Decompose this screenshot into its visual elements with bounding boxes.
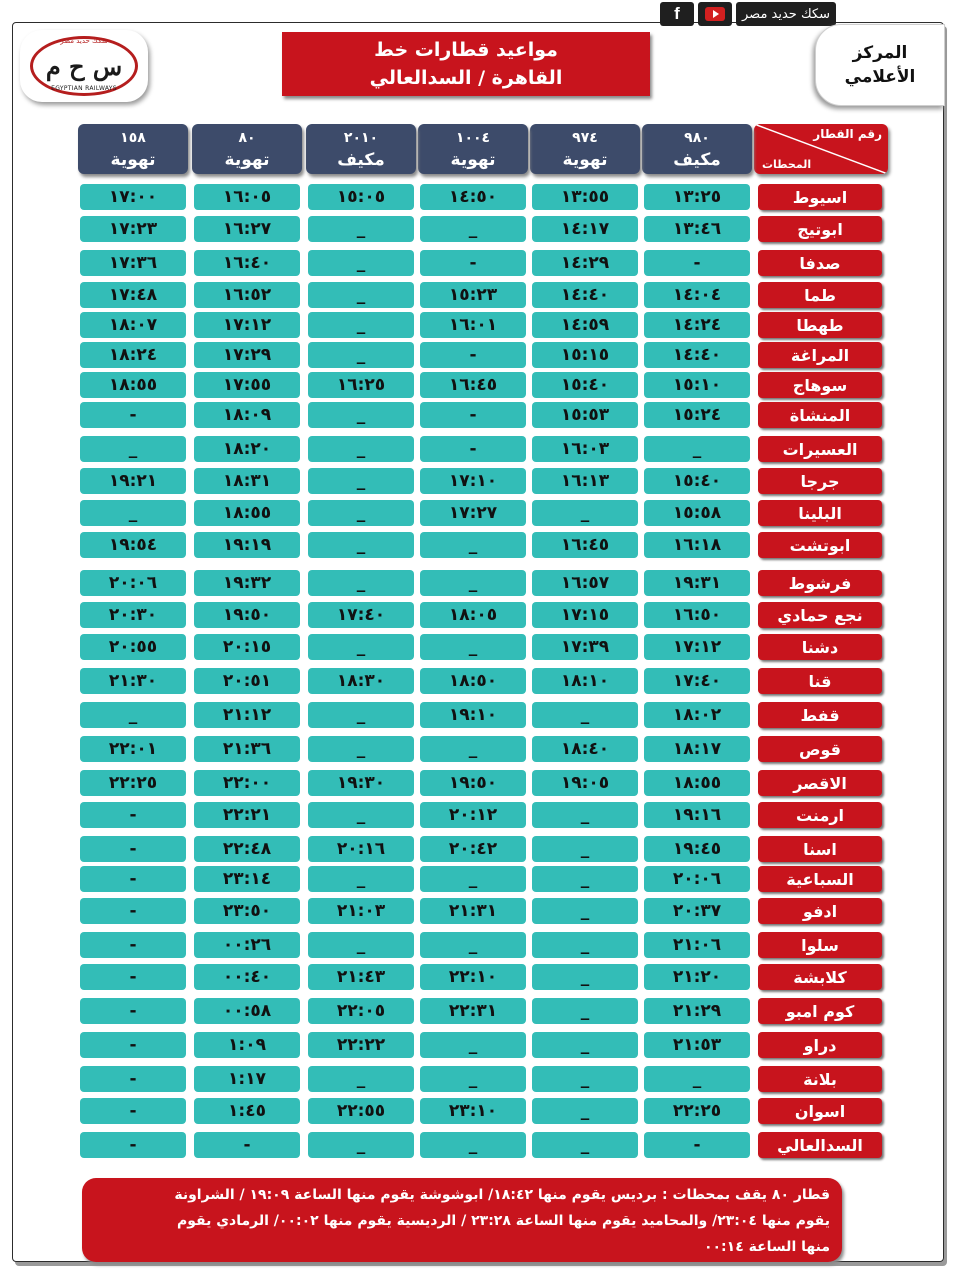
time-cell: - — [420, 436, 526, 462]
time-cell: _ — [420, 570, 526, 596]
time-cell: ٢٢:٣١ — [420, 998, 526, 1024]
time-cell: ٢٣:١٤ — [194, 866, 300, 892]
time-cell: ١٤:٢٩ — [532, 250, 638, 276]
time-cell: ١٧:٣٩ — [532, 634, 638, 660]
media-center-line-2: الأعلامي — [844, 67, 916, 87]
time-cell: ١٦:٢٧ — [194, 216, 300, 242]
time-cell: ١٧:٢٣ — [80, 216, 186, 242]
time-cell: ١٧:١٢ — [644, 634, 750, 660]
time-cell: _ — [532, 836, 638, 862]
time-cell: ٢٠:١٥ — [194, 634, 300, 660]
time-cell: - — [80, 1066, 186, 1092]
time-cell: - — [420, 250, 526, 276]
page-title — [282, 32, 650, 96]
time-cell: ١٤:٤٠ — [532, 282, 638, 308]
time-cell: ١٨:٣١ — [194, 468, 300, 494]
time-cell: ١٧:٤٠ — [308, 602, 414, 628]
time-cell: ١٩:٣٢ — [194, 570, 300, 596]
time-cell: ١:٤٥ — [194, 1098, 300, 1124]
time-cell: ١٨:٢٠ — [194, 436, 300, 462]
time-cell: ٢٢:٠٥ — [308, 998, 414, 1024]
time-cell: ١٤:٢٤ — [644, 312, 750, 338]
time-cell: _ — [308, 282, 414, 308]
time-cell: ٢٠:٠٦ — [80, 570, 186, 596]
time-cell: _ — [420, 634, 526, 660]
time-cell: ١٨:٢٤ — [80, 342, 186, 368]
logo-english-text: EGYPTIAN RAILWAYS — [51, 85, 117, 92]
station-name: نجع حمادي — [758, 602, 882, 628]
time-cell: ١٣:٥٥ — [532, 184, 638, 210]
table-row — [0, 184, 960, 210]
time-cell: _ — [80, 702, 186, 728]
time-cell: ١٥:٥٨ — [644, 500, 750, 526]
time-cell: ٢١:٥٣ — [644, 1032, 750, 1058]
time-cell: ٢٠:٣٧ — [644, 898, 750, 924]
time-cell: ٢٢:٢٢ — [308, 1032, 414, 1058]
time-cell: _ — [308, 702, 414, 728]
time-cell: _ — [80, 436, 186, 462]
time-cell: _ — [644, 1066, 750, 1092]
time-cell: _ — [308, 342, 414, 368]
time-cell: ١٩:٣١ — [644, 570, 750, 596]
station-name: اسيوط — [758, 184, 882, 210]
station-name: اسوان — [758, 1098, 882, 1124]
station-name: سلوا — [758, 932, 882, 958]
time-cell: ١:١٧ — [194, 1066, 300, 1092]
time-cell: _ — [308, 436, 414, 462]
table-row — [0, 802, 960, 828]
station-name: الاقصر — [758, 770, 882, 796]
logo-arabic-text: سكك حديد مصر — [60, 37, 108, 45]
time-cell: ١٨:١٧ — [644, 736, 750, 762]
time-cell: ١٦:٤٥ — [420, 372, 526, 398]
train-header-5 — [78, 124, 188, 174]
media-center-badge — [815, 24, 945, 106]
table-row — [0, 468, 960, 494]
station-name: كلابشة — [758, 964, 882, 990]
time-cell: _ — [532, 500, 638, 526]
train-number: ٩٧٤ — [572, 130, 598, 146]
time-cell: _ — [420, 736, 526, 762]
time-cell: _ — [420, 866, 526, 892]
station-name: بلانة — [758, 1066, 882, 1092]
train-number: ٨٠ — [238, 130, 256, 146]
table-row — [0, 342, 960, 368]
time-cell: ٢١:٠٣ — [308, 898, 414, 924]
station-name: ادفو — [758, 898, 882, 924]
time-cell: _ — [308, 634, 414, 660]
time-cell: - — [80, 998, 186, 1024]
train-type: تهوية — [562, 150, 608, 170]
time-cell: - — [80, 1132, 186, 1158]
time-cell: ١٨:٥٠ — [420, 668, 526, 694]
time-cell: ١٩:٥٠ — [194, 602, 300, 628]
time-cell: _ — [308, 866, 414, 892]
stations-header — [754, 124, 888, 174]
time-cell: - — [80, 1032, 186, 1058]
table-row — [0, 634, 960, 660]
time-cell: ١٧:٠٠ — [80, 184, 186, 210]
train-header-0 — [642, 124, 752, 174]
time-cell: _ — [80, 500, 186, 526]
time-cell: ١٦:١٣ — [532, 468, 638, 494]
table-row — [0, 1132, 960, 1158]
time-cell: _ — [308, 500, 414, 526]
time-cell: _ — [308, 570, 414, 596]
time-cell: _ — [532, 702, 638, 728]
time-cell: ١٥:٢٣ — [420, 282, 526, 308]
time-cell: ٢١:٢٩ — [644, 998, 750, 1024]
station-name: السباعية — [758, 866, 882, 892]
table-row — [0, 500, 960, 526]
time-cell: ١٩:٥٠ — [420, 770, 526, 796]
time-cell: _ — [308, 932, 414, 958]
time-cell: ٢٢:٠١ — [80, 736, 186, 762]
time-cell: ١٨:٠٩ — [194, 402, 300, 428]
time-cell: ١٧:٢٧ — [420, 500, 526, 526]
table-row — [0, 702, 960, 728]
table-row — [0, 436, 960, 462]
time-cell: ١٩:١٠ — [420, 702, 526, 728]
media-center-line-1: المركز — [852, 43, 908, 63]
time-cell: ٢١:٤٣ — [308, 964, 414, 990]
note-line-1: قطار ٨٠ يقف بمحطات : برديس يقوم منها ١٨:٤٢/ ابوشوشة يقوم منها الساعة ١٩:٠٩ / الشراونة — [174, 1187, 830, 1203]
time-cell: ٢٠:١٦ — [308, 836, 414, 862]
time-cell: ١٤:١٧ — [532, 216, 638, 242]
table-row — [0, 402, 960, 428]
time-cell: ١٨:٥٥ — [644, 770, 750, 796]
title-line-1: مواعيد قطارات خط — [374, 39, 558, 61]
time-cell: _ — [420, 216, 526, 242]
time-cell: ٢٣:١٠ — [420, 1098, 526, 1124]
time-cell: ٢٢:٢٥ — [80, 770, 186, 796]
time-cell: ١٧:١٢ — [194, 312, 300, 338]
time-cell: ١٦:٠٣ — [532, 436, 638, 462]
time-cell: ١٤:٠٤ — [644, 282, 750, 308]
table-row — [0, 602, 960, 628]
time-cell: - — [194, 1132, 300, 1158]
time-cell: ٢٢:٢١ — [194, 802, 300, 828]
time-cell: _ — [532, 866, 638, 892]
station-name: دراو — [758, 1032, 882, 1058]
time-cell: ١٨:٤٠ — [532, 736, 638, 762]
station-name: العسيرات — [758, 436, 882, 462]
time-cell: ١٩:٢١ — [80, 468, 186, 494]
table-row — [0, 836, 960, 862]
time-cell: _ — [532, 1032, 638, 1058]
time-cell: ٢٠:٠٦ — [644, 866, 750, 892]
table-row — [0, 532, 960, 558]
time-cell: - — [80, 964, 186, 990]
time-cell: - — [420, 342, 526, 368]
table-row — [0, 372, 960, 398]
station-name: ارمنت — [758, 802, 882, 828]
station-name: صدفا — [758, 250, 882, 276]
time-cell: ٢٠:١٢ — [420, 802, 526, 828]
time-cell: _ — [644, 436, 750, 462]
station-name: اسنا — [758, 836, 882, 862]
time-cell: _ — [420, 532, 526, 558]
station-name: قوص — [758, 736, 882, 762]
table-row — [0, 570, 960, 596]
time-cell: ٢١:٣١ — [420, 898, 526, 924]
social-bar — [660, 2, 836, 26]
time-cell: ١٧:١٠ — [420, 468, 526, 494]
table-row — [0, 964, 960, 990]
time-cell: _ — [532, 932, 638, 958]
table-row — [0, 998, 960, 1024]
time-cell: ٢١:٣٦ — [194, 736, 300, 762]
time-cell: _ — [308, 802, 414, 828]
time-cell: ١٨:٥٥ — [194, 500, 300, 526]
time-cell: _ — [420, 1132, 526, 1158]
station-name: طهطا — [758, 312, 882, 338]
station-name: ابوتشت — [758, 532, 882, 558]
table-row — [0, 1032, 960, 1058]
station-name: قنا — [758, 668, 882, 694]
table-row — [0, 216, 960, 242]
time-cell: ٢٢:٢٥ — [644, 1098, 750, 1124]
table-row — [0, 1066, 960, 1092]
time-cell: _ — [532, 898, 638, 924]
time-cell: ١٦:٤٥ — [532, 532, 638, 558]
time-cell: ٢٠:٣٠ — [80, 602, 186, 628]
time-cell: ١٦:٥٧ — [532, 570, 638, 596]
train-type: تهوية — [224, 150, 270, 170]
time-cell: _ — [308, 1132, 414, 1158]
time-cell: ١٦:٠١ — [420, 312, 526, 338]
time-cell: - — [80, 836, 186, 862]
time-cell: ١٧:٤٨ — [80, 282, 186, 308]
time-cell: ١٥:٤٠ — [532, 372, 638, 398]
train-number: ١٠٠٤ — [455, 130, 491, 146]
time-cell: ١٦:٠٥ — [194, 184, 300, 210]
train-type: تهوية — [450, 150, 496, 170]
time-cell: ٢٠:٥١ — [194, 668, 300, 694]
station-name: البلينا — [758, 500, 882, 526]
table-row — [0, 282, 960, 308]
time-cell: - — [644, 1132, 750, 1158]
note-line-2: يقوم منها ٢٣:٠٤/ والمحاميد يقوم منها الساعة ٢٣:٢٨ / الرديسية يقوم منها ٠٠:٠٢/ الرمادي يقوم — [176, 1213, 830, 1229]
time-cell: _ — [532, 1132, 638, 1158]
time-cell: ٢٠:٥٥ — [80, 634, 186, 660]
time-cell: ١٥:١٥ — [532, 342, 638, 368]
time-cell: _ — [308, 532, 414, 558]
time-cell: ٠٠:٢٦ — [194, 932, 300, 958]
train-number-label: رقم القطار — [813, 127, 882, 141]
time-cell: ١٦:١٨ — [644, 532, 750, 558]
time-cell: ٢٢:٤٨ — [194, 836, 300, 862]
station-name: جرجا — [758, 468, 882, 494]
time-cell: _ — [308, 312, 414, 338]
station-name: السدالعالي — [758, 1132, 882, 1158]
time-cell: ١٩:٣٠ — [308, 770, 414, 796]
time-cell: ١٧:٣٦ — [80, 250, 186, 276]
time-cell: ١٩:٠٥ — [532, 770, 638, 796]
time-cell: ١٦:٥٠ — [644, 602, 750, 628]
time-cell: ١٥:١٠ — [644, 372, 750, 398]
table-row — [0, 770, 960, 796]
time-cell: _ — [532, 998, 638, 1024]
time-cell: ١٤:٥٠ — [420, 184, 526, 210]
station-name: المراغة — [758, 342, 882, 368]
time-cell: ١٨:٥٥ — [80, 372, 186, 398]
time-cell: _ — [308, 250, 414, 276]
time-cell: - — [80, 402, 186, 428]
time-cell: _ — [308, 402, 414, 428]
time-cell: ١٧:٤٠ — [644, 668, 750, 694]
time-cell: ١٧:٢٩ — [194, 342, 300, 368]
time-cell: ٢٢:٥٥ — [308, 1098, 414, 1124]
time-cell: _ — [420, 1066, 526, 1092]
time-cell: _ — [308, 216, 414, 242]
station-name: سوهاج — [758, 372, 882, 398]
time-cell: ١٨:٠٥ — [420, 602, 526, 628]
time-cell: ١٤:٥٩ — [532, 312, 638, 338]
time-cell: ١٣:٤٦ — [644, 216, 750, 242]
time-cell: ١٩:١٩ — [194, 532, 300, 558]
time-cell: ١٥:٠٥ — [308, 184, 414, 210]
time-cell: _ — [308, 1066, 414, 1092]
time-cell: - — [80, 1098, 186, 1124]
note-line-3: منها الساعة ٠٠:١٤ — [703, 1239, 830, 1255]
time-cell: ١٩:٥٤ — [80, 532, 186, 558]
brand-label: سكك حديد مصر — [736, 2, 836, 26]
table-row — [0, 1098, 960, 1124]
station-name: ابوتيج — [758, 216, 882, 242]
time-cell: _ — [308, 736, 414, 762]
time-cell: _ — [532, 964, 638, 990]
time-cell: ١:٠٩ — [194, 1032, 300, 1058]
time-cell: - — [80, 932, 186, 958]
time-cell: ١٧:١٥ — [532, 602, 638, 628]
train-header-1 — [530, 124, 640, 174]
train-type: مكيف — [673, 150, 721, 170]
time-cell: _ — [420, 932, 526, 958]
table-row — [0, 668, 960, 694]
time-cell: - — [420, 402, 526, 428]
train-header-2 — [418, 124, 528, 174]
time-cell: ٢١:٠٦ — [644, 932, 750, 958]
time-cell: _ — [308, 468, 414, 494]
time-cell: ١٨:٠٧ — [80, 312, 186, 338]
youtube-icon[interactable] — [698, 2, 732, 26]
table-row — [0, 312, 960, 338]
table-row — [0, 932, 960, 958]
train-80-note — [82, 1178, 842, 1262]
time-cell: _ — [532, 1098, 638, 1124]
time-cell: - — [80, 802, 186, 828]
time-cell: ٠٠:٤٠ — [194, 964, 300, 990]
table-row — [0, 866, 960, 892]
time-cell: ٢٣:٥٠ — [194, 898, 300, 924]
time-cell: ١٨:٠٢ — [644, 702, 750, 728]
time-cell: - — [80, 898, 186, 924]
train-number: ٩٨٠ — [684, 130, 710, 146]
time-cell: ٢١:٣٠ — [80, 668, 186, 694]
time-cell: ١٦:٥٢ — [194, 282, 300, 308]
train-header-3 — [306, 124, 416, 174]
time-cell: _ — [420, 1032, 526, 1058]
station-name: طما — [758, 282, 882, 308]
time-cell: ١٨:٣٠ — [308, 668, 414, 694]
time-cell: ١٩:١٦ — [644, 802, 750, 828]
station-name: كوم امبو — [758, 998, 882, 1024]
train-header-4 — [192, 124, 302, 174]
time-cell: ١٧:٥٥ — [194, 372, 300, 398]
station-name: المنشاة — [758, 402, 882, 428]
table-row — [0, 898, 960, 924]
train-type: مكيف — [337, 150, 385, 170]
station-name: قفط — [758, 702, 882, 728]
logo-mark: س ح م — [45, 51, 123, 81]
time-cell: ١٦:٤٠ — [194, 250, 300, 276]
time-cell: ١٦:٢٥ — [308, 372, 414, 398]
time-cell: ١٥:٤٠ — [644, 468, 750, 494]
time-cell: ١٣:٢٥ — [644, 184, 750, 210]
time-cell: _ — [532, 1066, 638, 1092]
time-cell: - — [644, 250, 750, 276]
time-cell: _ — [532, 802, 638, 828]
time-cell: ٢٢:١٠ — [420, 964, 526, 990]
egyptian-railways-logo — [20, 30, 148, 102]
time-cell: ١٨:١٠ — [532, 668, 638, 694]
time-cell: ٢١:١٢ — [194, 702, 300, 728]
time-cell: ٠٠:٥٨ — [194, 998, 300, 1024]
time-cell: ٢١:٢٠ — [644, 964, 750, 990]
table-row — [0, 736, 960, 762]
station-name: فرشوط — [758, 570, 882, 596]
facebook-icon[interactable]: f — [660, 2, 694, 26]
time-cell: ١٥:٢٤ — [644, 402, 750, 428]
time-cell: ١٩:٤٥ — [644, 836, 750, 862]
station-name: دشنا — [758, 634, 882, 660]
time-cell: ٢٢:٠٠ — [194, 770, 300, 796]
stations-label: المحطات — [762, 158, 812, 171]
time-cell: ٢٠:٤٢ — [420, 836, 526, 862]
train-number: ٢٠١٠ — [343, 130, 379, 146]
title-line-2: القاهرة / السدالعالي — [369, 67, 563, 89]
table-row — [0, 250, 960, 276]
time-cell: - — [80, 866, 186, 892]
train-type: تهوية — [110, 150, 156, 170]
train-number: ١٥٨ — [120, 130, 146, 146]
time-cell: ١٥:٥٣ — [532, 402, 638, 428]
time-cell: ١٤:٤٠ — [644, 342, 750, 368]
